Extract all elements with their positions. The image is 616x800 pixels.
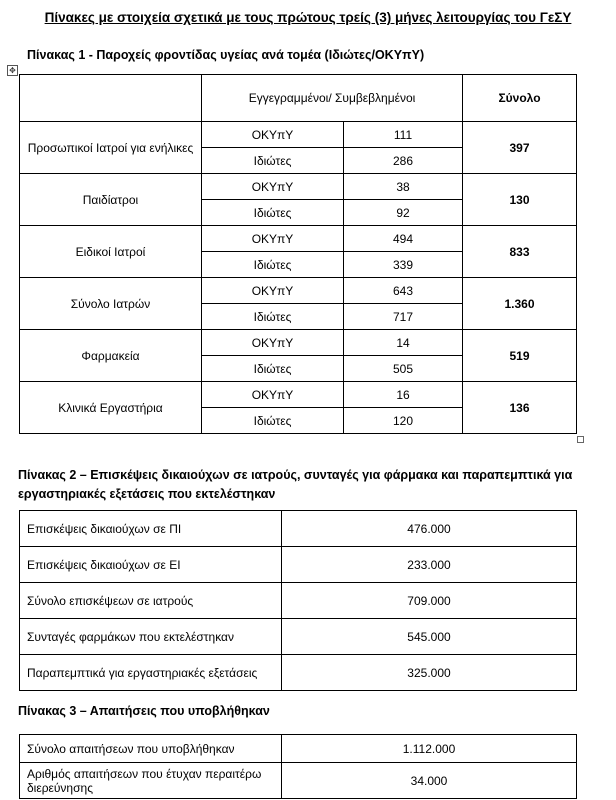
table-row [20, 735, 577, 763]
metric-label-cell: Συνταγές φαρμάκων που εκτελέστηκαν [20, 619, 282, 655]
table-row [20, 619, 577, 655]
total-cell: 519 [463, 330, 577, 382]
metric-value-cell: 34.000 [282, 763, 577, 799]
metric-label-cell: Σύνολο απαιτήσεων που υποβλήθηκαν [20, 735, 282, 763]
sector-label-cell: ΟΚΥπΥ [202, 122, 344, 148]
table-row [20, 330, 577, 356]
metric-label-cell: Επισκέψεις δικαιούχων σε ΕΙ [20, 547, 282, 583]
metric-label-cell: Αριθμός απαιτήσεων που έτυχαν περαιτέρω διερεύνησης [20, 763, 282, 799]
count-cell: 92 [344, 200, 463, 226]
metric-value-cell: 709.000 [282, 583, 577, 619]
table-resize-handle[interactable] [577, 436, 584, 443]
table-row [20, 382, 577, 408]
sector-label-cell: Ιδιώτες [202, 304, 344, 330]
table-row [20, 278, 577, 304]
count-cell: 494 [344, 226, 463, 252]
count-cell: 14 [344, 330, 463, 356]
metric-value-cell: 1.112.000 [282, 735, 577, 763]
table-row [20, 75, 577, 122]
metric-label-cell: Σύνολο επισκέψεων σε ιατρούς [20, 583, 282, 619]
sector-label-cell: Ιδιώτες [202, 408, 344, 434]
count-cell: 505 [344, 356, 463, 382]
header-empty-cell [20, 75, 202, 122]
count-cell: 643 [344, 278, 463, 304]
metric-label-cell: Επισκέψεις δικαιούχων σε ΠΙ [20, 511, 282, 547]
header-registered: Εγγεγραμμένοι/ Συμβεβλημένοι [202, 75, 463, 122]
sector-label-cell: ΟΚΥπΥ [202, 174, 344, 200]
category-cell: Παιδίατροι [20, 174, 202, 226]
metric-label-cell: Παραπεμπτικά για εργαστηριακές εξετάσεις [20, 655, 282, 691]
table-row [20, 174, 577, 200]
table-move-handle-icon[interactable]: ✥ [7, 65, 18, 76]
table3-heading: Πίνακας 3 – Απαιτήσεις που υποβλήθηκαν [18, 704, 270, 718]
metric-value-cell: 545.000 [282, 619, 577, 655]
sector-label-cell: Ιδιώτες [202, 200, 344, 226]
total-cell: 136 [463, 382, 577, 434]
table-row [20, 226, 577, 252]
metric-value-cell: 325.000 [282, 655, 577, 691]
header-total: Σύνολο [463, 75, 577, 122]
category-cell: Κλινικά Εργαστήρια [20, 382, 202, 434]
metric-value-cell: 233.000 [282, 547, 577, 583]
total-cell: 833 [463, 226, 577, 278]
sector-label-cell: ΟΚΥπΥ [202, 278, 344, 304]
count-cell: 120 [344, 408, 463, 434]
sector-label-cell: ΟΚΥπΥ [202, 226, 344, 252]
sector-label-cell: ΟΚΥπΥ [202, 382, 344, 408]
table-row [20, 583, 577, 619]
count-cell: 16 [344, 382, 463, 408]
count-cell: 339 [344, 252, 463, 278]
category-cell: Ειδικοί Ιατροί [20, 226, 202, 278]
total-cell: 1.360 [463, 278, 577, 330]
sector-label-cell: Ιδιώτες [202, 356, 344, 382]
table-row [20, 122, 577, 148]
count-cell: 286 [344, 148, 463, 174]
sector-label-cell: Ιδιώτες [202, 148, 344, 174]
table-row [20, 655, 577, 691]
total-cell: 397 [463, 122, 577, 174]
table1-heading: Πίνακας 1 - Παροχείς φροντίδας υγείας ανά τομέα (Ιδιώτες/ΟΚΥπΥ) [27, 48, 425, 62]
category-cell: Σύνολο Ιατρών [20, 278, 202, 330]
table-row [20, 511, 577, 547]
providers-table [19, 74, 577, 434]
visits-table [19, 510, 577, 691]
total-cell: 130 [463, 174, 577, 226]
table-row [20, 547, 577, 583]
claims-table [19, 734, 577, 799]
table-row [20, 763, 577, 799]
count-cell: 38 [344, 174, 463, 200]
count-cell: 111 [344, 122, 463, 148]
metric-value-cell: 476.000 [282, 511, 577, 547]
category-cell: Προσωπικοί Ιατροί για ενήλικες [20, 122, 202, 174]
sector-label-cell: ΟΚΥπΥ [202, 330, 344, 356]
count-cell: 717 [344, 304, 463, 330]
document-title: Πίνακες με στοιχεία σχετικά με τους πρώτους τρείς (3) μήνες λειτουργίας του ΓεΣΥ [44, 10, 572, 25]
table2-heading: Πίνακας 2 – Επισκέψεις δικαιούχων σε ιατρούς, συνταγές για φάρμακα και παραπεμπτικά για εργαστηριακές εξετάσεις που εκτελέστηκαν [18, 468, 573, 501]
category-cell: Φαρμακεία [20, 330, 202, 382]
sector-label-cell: Ιδιώτες [202, 252, 344, 278]
